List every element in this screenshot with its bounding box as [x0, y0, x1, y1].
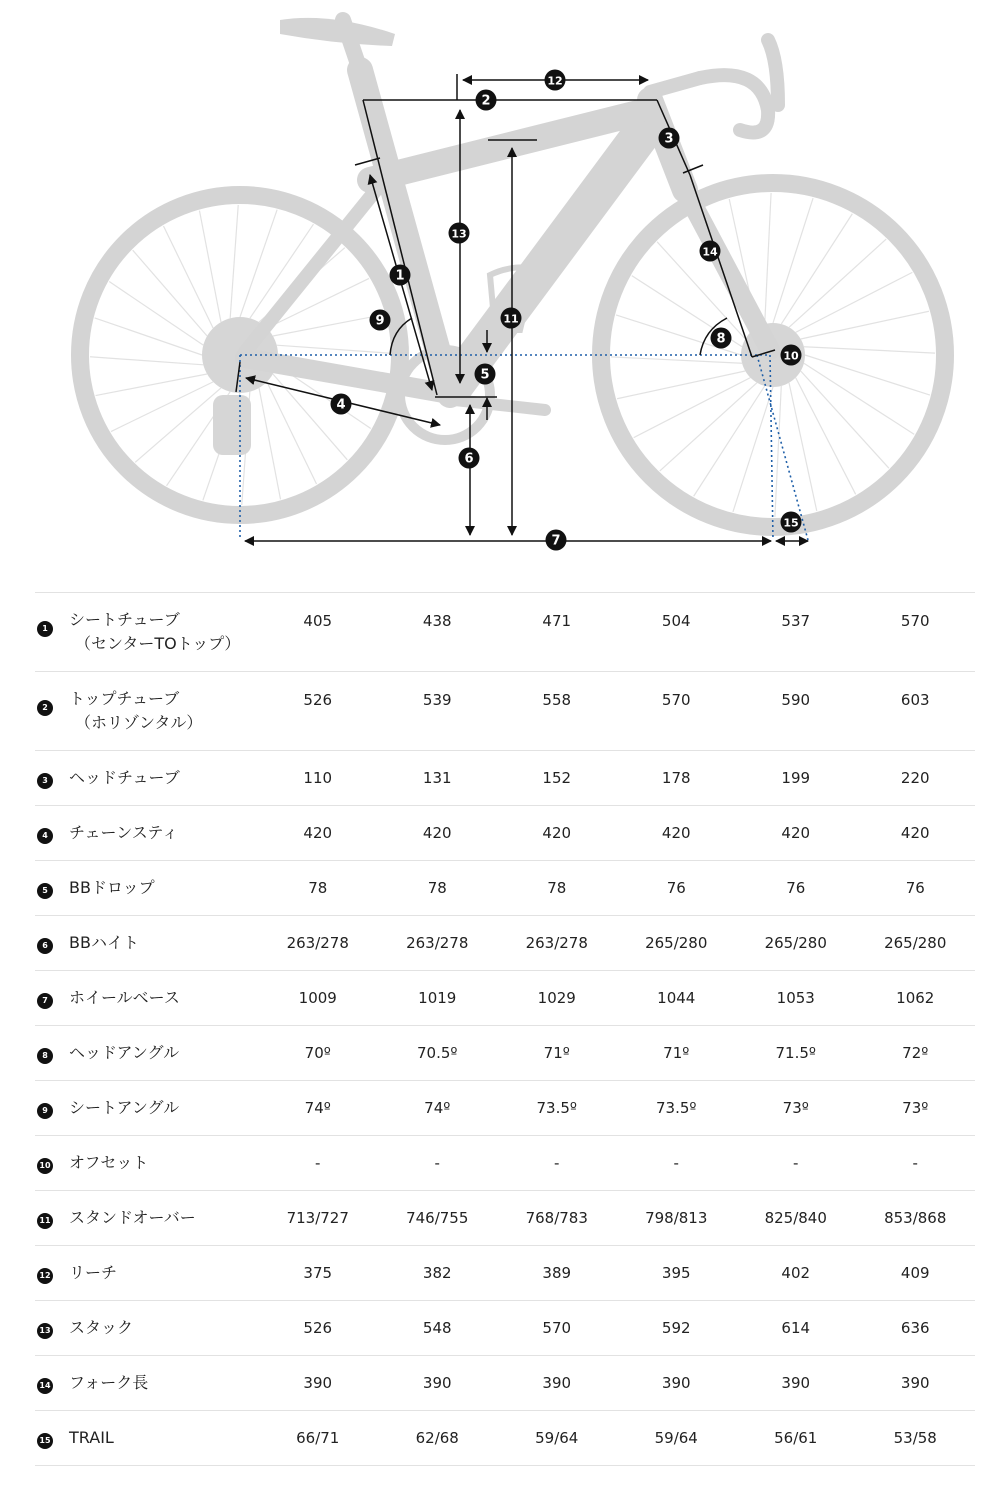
- row-value-size-3: 263/278: [525, 934, 588, 952]
- row-label-cell: [65, 672, 258, 751]
- table-row: [35, 1301, 975, 1356]
- row-value-size-5: 1053: [776, 989, 815, 1007]
- row-value-size-4: 504: [661, 612, 691, 630]
- row-label-cell: [65, 1356, 258, 1411]
- row-value-size-6: 1062: [896, 989, 935, 1007]
- row-value-size-5: 199: [781, 769, 811, 787]
- row-label-cell: [65, 1081, 258, 1136]
- row-number-badge: 10: [37, 1158, 53, 1174]
- row-value-size-2: 62/68: [415, 1429, 459, 1447]
- row-value-size-2: 1019: [418, 989, 457, 1007]
- spoke: [230, 205, 238, 318]
- row-number-cell: [35, 1356, 65, 1411]
- row-value-size-1: 110: [303, 769, 333, 787]
- spoke: [801, 371, 889, 468]
- row-value-size-4: 592: [661, 1319, 691, 1337]
- table-row: [35, 916, 975, 971]
- spoke: [240, 210, 277, 317]
- row-value-size-3: 78: [547, 879, 567, 897]
- row-value-size-3: 73.5º: [536, 1099, 577, 1117]
- row-value-size-3: 1029: [537, 989, 576, 1007]
- marker-5-label: 5: [480, 367, 490, 383]
- row-label: フォーク長: [69, 1373, 149, 1392]
- row-value-size-5: 76: [786, 879, 806, 897]
- row-value-size-5: 71.5º: [775, 1044, 816, 1062]
- row-label: ホイールベース: [69, 988, 180, 1007]
- row-label: シートチューブ: [69, 610, 180, 629]
- row-number-cell: [35, 672, 65, 751]
- row-value-size-6: 603: [900, 691, 930, 709]
- marker-9-label: 9: [375, 313, 385, 329]
- spoke: [660, 383, 757, 471]
- row-value-size-1: 713/727: [286, 1209, 349, 1227]
- spoke: [733, 387, 773, 512]
- marker-10-label: 10: [783, 349, 799, 363]
- row-label: BBハイト: [69, 933, 139, 952]
- row-value-size-1: 70º: [304, 1044, 331, 1062]
- row-value-size-5: 265/280: [764, 934, 827, 952]
- row-sublabel: （ホリゾンタル）: [75, 713, 203, 732]
- row-value-size-6: 72º: [902, 1044, 929, 1062]
- row-value-size-2: 548: [422, 1319, 452, 1337]
- row-number-badge: 1: [37, 621, 53, 637]
- row-value-size-4: 76: [666, 879, 686, 897]
- bike-geometry-diagram: [0, 0, 1000, 570]
- row-label: ヘッドチューブ: [69, 768, 180, 787]
- row-value-size-1: 405: [303, 612, 333, 630]
- row-value-size-3: -: [554, 1154, 560, 1172]
- spoke: [796, 272, 913, 332]
- table-row: [35, 806, 975, 861]
- geometry-table: [35, 592, 975, 1466]
- spoke: [781, 214, 852, 324]
- table-row: [35, 971, 975, 1026]
- row-label-cell: [65, 751, 258, 806]
- row-value-size-4: -: [673, 1154, 679, 1172]
- spoke: [804, 347, 935, 353]
- row-label-cell: [65, 1246, 258, 1301]
- row-number-badge: 12: [37, 1268, 53, 1284]
- row-value-size-5: 402: [781, 1264, 811, 1282]
- spoke: [805, 355, 930, 395]
- row-label: BBドロップ: [69, 878, 155, 897]
- rear-derailleur: [213, 395, 251, 455]
- spoke: [90, 357, 203, 365]
- row-value-size-6: 73º: [902, 1099, 929, 1117]
- row-value-size-6: 420: [900, 824, 930, 842]
- row-value-size-2: 539: [422, 691, 452, 709]
- row-number-badge: 3: [37, 773, 53, 789]
- row-label: ヘッドアングル: [69, 1043, 180, 1062]
- row-label: スタック: [69, 1318, 134, 1337]
- row-value-size-2: 382: [422, 1264, 452, 1282]
- row-value-size-3: 471: [542, 612, 572, 630]
- spoke: [634, 378, 751, 438]
- row-label-cell: [65, 971, 258, 1026]
- row-label: チェーンスティ: [69, 823, 179, 842]
- spoke: [694, 386, 765, 496]
- row-label-cell: [65, 1301, 258, 1356]
- chain-stay: [245, 358, 455, 395]
- row-value-size-1: 74º: [304, 1099, 331, 1117]
- row-number-cell: [35, 1081, 65, 1136]
- row-value-size-2: 70.5º: [417, 1044, 458, 1062]
- row-number-badge: 5: [37, 883, 53, 899]
- row-value-size-4: 265/280: [645, 934, 708, 952]
- row-number-badge: 2: [37, 700, 53, 716]
- row-label-cell: [65, 806, 258, 861]
- row-value-size-5: 420: [781, 824, 811, 842]
- row-value-size-4: 395: [661, 1264, 691, 1282]
- marker-11-label: 11: [503, 312, 519, 326]
- marker-13-label: 13: [451, 227, 467, 241]
- row-sublabel: （センターTOトップ）: [75, 634, 241, 653]
- row-value-size-5: 73º: [782, 1099, 809, 1117]
- row-number-cell: [35, 861, 65, 916]
- row-number-badge: 11: [37, 1213, 53, 1229]
- row-value-size-6: 265/280: [884, 934, 947, 952]
- row-number-badge: 9: [37, 1103, 53, 1119]
- row-value-size-2: 74º: [424, 1099, 451, 1117]
- row-value-size-6: 53/58: [893, 1429, 937, 1447]
- row-value-size-1: -: [315, 1154, 321, 1172]
- spoke: [801, 311, 929, 339]
- row-number-cell: [35, 751, 65, 806]
- row-number-cell: [35, 1026, 65, 1081]
- table-row: [35, 672, 975, 751]
- row-label: オフセット: [69, 1153, 149, 1172]
- row-value-size-5: 590: [781, 691, 811, 709]
- row-value-size-6: 220: [900, 769, 930, 787]
- marker-2-label: 2: [481, 93, 491, 109]
- table-row: [35, 1411, 975, 1466]
- table-row: [35, 1136, 975, 1191]
- row-value-size-4: 59/64: [654, 1429, 698, 1447]
- row-number-badge: 13: [37, 1323, 53, 1339]
- row-value-size-3: 390: [542, 1374, 572, 1392]
- row-number-cell: [35, 916, 65, 971]
- row-value-size-3: 558: [542, 691, 572, 709]
- row-value-size-2: 78: [427, 879, 447, 897]
- marker-3-label: 3: [664, 131, 674, 147]
- row-value-size-5: 390: [781, 1374, 811, 1392]
- row-value-size-3: 389: [542, 1264, 572, 1282]
- marker-8-label: 8: [716, 331, 726, 347]
- row-number-cell: [35, 593, 65, 672]
- spoke: [765, 193, 771, 324]
- spoke: [109, 282, 203, 346]
- handlebar: [700, 75, 768, 132]
- row-value-size-6: 409: [900, 1264, 930, 1282]
- row-label: リーチ: [69, 1263, 118, 1282]
- marker-15-label: 15: [783, 516, 799, 530]
- row-value-size-3: 420: [542, 824, 572, 842]
- stem: [650, 78, 700, 92]
- marker-6-label: 6: [464, 451, 474, 467]
- row-value-size-1: 66/71: [296, 1429, 340, 1447]
- row-label-cell: [65, 861, 258, 916]
- row-value-size-6: -: [912, 1154, 918, 1172]
- row-value-size-2: -: [434, 1154, 440, 1172]
- row-value-size-2: 746/755: [406, 1209, 469, 1227]
- row-label: スタンドオーバー: [69, 1208, 196, 1227]
- row-number-cell: [35, 1136, 65, 1191]
- spoke: [789, 239, 886, 327]
- fork: [685, 190, 770, 350]
- marker-7-label: 7: [551, 533, 561, 549]
- row-value-size-4: 798/813: [645, 1209, 708, 1227]
- row-number-cell: [35, 806, 65, 861]
- row-value-size-3: 570: [542, 1319, 572, 1337]
- row-value-size-1: 263/278: [286, 934, 349, 952]
- row-number-badge: 15: [37, 1433, 53, 1449]
- row-value-size-2: 390: [422, 1374, 452, 1392]
- row-value-size-6: 636: [900, 1319, 930, 1337]
- table-row: [35, 1081, 975, 1136]
- table-row: [35, 1246, 975, 1301]
- row-value-size-1: 375: [303, 1264, 333, 1282]
- row-value-size-5: 825/840: [764, 1209, 827, 1227]
- marker-14-label: 14: [702, 245, 718, 259]
- row-label: トップチューブ: [69, 689, 180, 708]
- row-label-cell: [65, 916, 258, 971]
- spoke: [617, 371, 745, 399]
- row-number-badge: 8: [37, 1048, 53, 1064]
- row-value-size-2: 420: [422, 824, 452, 842]
- row-value-size-3: 71º: [543, 1044, 570, 1062]
- spoke: [611, 357, 742, 363]
- row-value-size-4: 420: [661, 824, 691, 842]
- row-value-size-5: -: [793, 1154, 799, 1172]
- table-row: [35, 751, 975, 806]
- saddle: [280, 18, 395, 46]
- row-value-size-1: 78: [308, 879, 328, 897]
- row-value-size-4: 570: [661, 691, 691, 709]
- row-value-size-5: 56/61: [774, 1429, 818, 1447]
- row-value-size-4: 71º: [663, 1044, 690, 1062]
- row-label: シートアングル: [69, 1098, 180, 1117]
- row-label-cell: [65, 1191, 258, 1246]
- row-label: TRAIL: [69, 1428, 114, 1447]
- marker-1-label: 1: [395, 268, 405, 284]
- row-number-cell: [35, 971, 65, 1026]
- spoke: [804, 363, 914, 434]
- row-number-cell: [35, 1191, 65, 1246]
- row-value-size-4: 1044: [657, 989, 696, 1007]
- row-value-size-4: 178: [661, 769, 691, 787]
- row-value-size-3: 152: [542, 769, 572, 787]
- row-value-size-3: 768/783: [525, 1209, 588, 1227]
- marker-4-label: 4: [336, 397, 346, 413]
- row-value-size-6: 390: [900, 1374, 930, 1392]
- row-value-size-1: 526: [303, 1319, 333, 1337]
- row-value-size-6: 76: [905, 879, 925, 897]
- row-value-size-1: 420: [303, 824, 333, 842]
- spoke: [773, 198, 813, 323]
- row-value-size-6: 570: [900, 612, 930, 630]
- row-value-size-2: 131: [422, 769, 452, 787]
- spoke: [277, 345, 390, 353]
- row-value-size-1: 390: [303, 1374, 333, 1392]
- spoke: [796, 378, 856, 495]
- row-value-size-2: 438: [422, 612, 452, 630]
- row-value-size-4: 390: [661, 1374, 691, 1392]
- row-number-badge: 4: [37, 828, 53, 844]
- table-row: [35, 1026, 975, 1081]
- row-label-cell: [65, 1411, 258, 1466]
- row-number-cell: [35, 1246, 65, 1301]
- row-value-size-1: 1009: [298, 989, 337, 1007]
- row-value-size-1: 526: [303, 691, 333, 709]
- table-row: [35, 1191, 975, 1246]
- row-label-cell: [65, 593, 258, 672]
- spoke: [775, 386, 781, 517]
- crank-arm: [455, 400, 545, 410]
- row-number-badge: 7: [37, 993, 53, 1009]
- row-number-cell: [35, 1301, 65, 1356]
- row-label-cell: [65, 1026, 258, 1081]
- row-number-badge: 6: [37, 938, 53, 954]
- marker-12-label: 12: [547, 74, 563, 88]
- spoke: [95, 318, 202, 355]
- table-row: [35, 1356, 975, 1411]
- row-value-size-5: 614: [781, 1319, 811, 1337]
- row-value-size-5: 537: [781, 612, 811, 630]
- row-number-badge: 14: [37, 1378, 53, 1394]
- row-value-size-2: 263/278: [406, 934, 469, 952]
- row-number-cell: [35, 1411, 65, 1466]
- row-value-size-3: 59/64: [535, 1429, 579, 1447]
- row-label-cell: [65, 1136, 258, 1191]
- spoke: [789, 383, 817, 511]
- table-row: [35, 861, 975, 916]
- row-value-size-6: 853/868: [884, 1209, 947, 1227]
- row-value-size-4: 73.5º: [656, 1099, 697, 1117]
